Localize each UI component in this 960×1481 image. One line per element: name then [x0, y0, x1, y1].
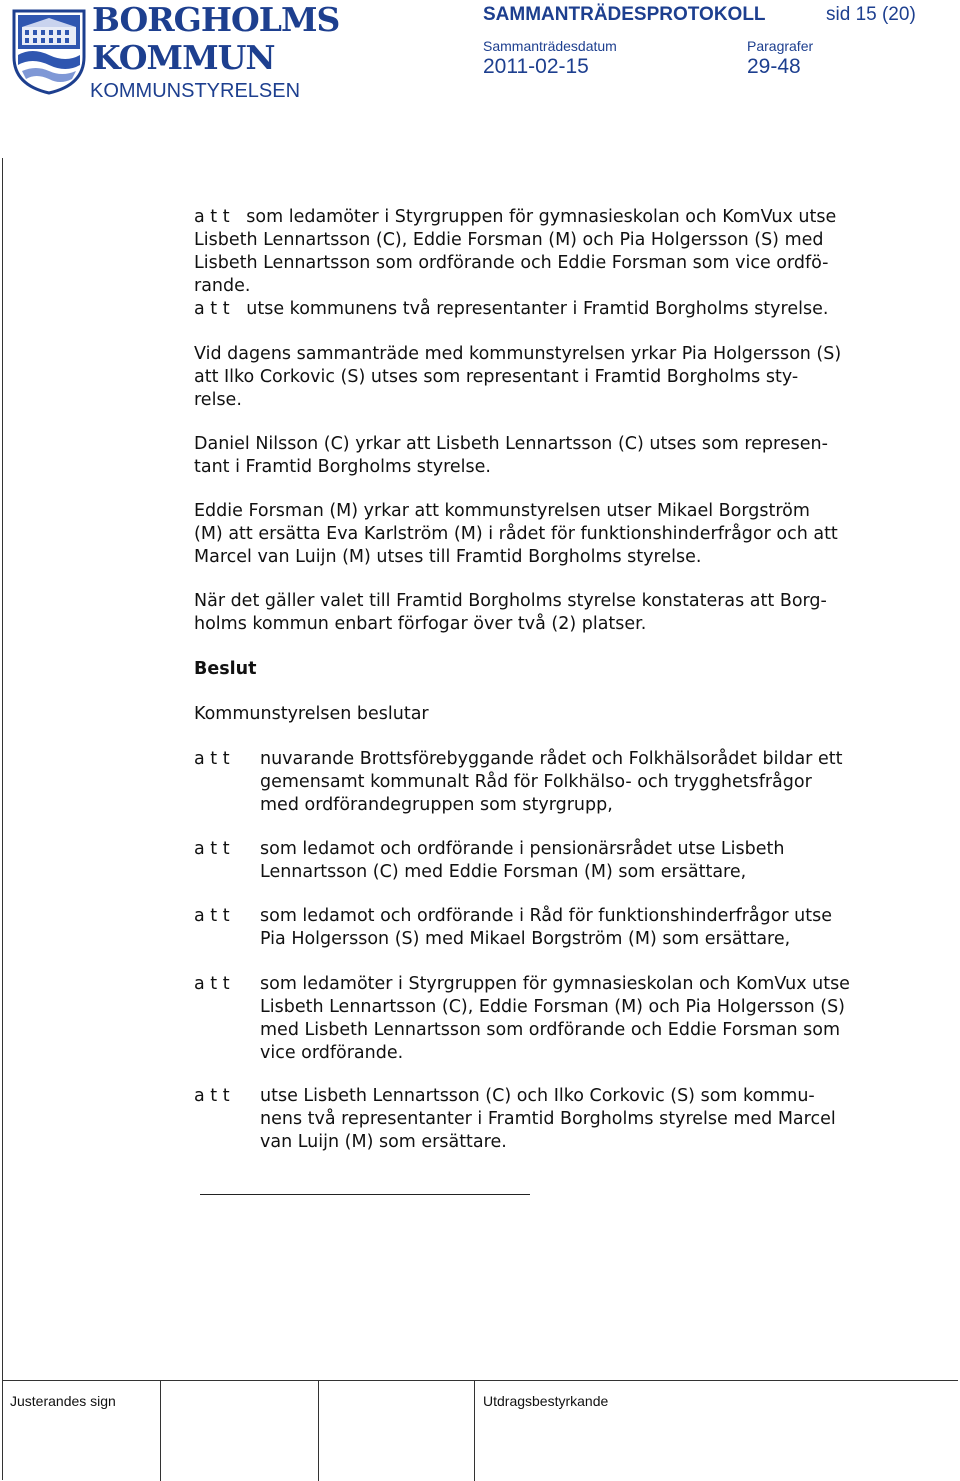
decision-item: [194, 1085, 904, 1154]
text-line: Pia Holgersson (S) med Mikael Borgström (M) som ersättare,: [260, 929, 791, 949]
att-text-line: Lisbeth Lennartsson som ordförande och Eddie Forsman som vice ordfö-: [194, 253, 829, 273]
text-line: gemensamt kommunalt Råd för Folkhälso- och trygghetsfrågor: [260, 772, 812, 792]
page-indicator: sid 15 (20): [826, 4, 916, 25]
text-line: tant i Framtid Borgholms styrelse.: [194, 457, 491, 477]
text-line: holms kommun enbart förfogar över två (2) platser.: [194, 614, 647, 634]
att-key: a t t: [194, 839, 230, 859]
att-text-line: Lisbeth Lennartsson (C), Eddie Forsman (M) och Pia Holgersson (S) med: [194, 230, 824, 250]
text-line: som ledamot och ordförande i pensionärsrådet utse Lisbeth: [260, 839, 785, 859]
text-line: som ledamöter i Styrgruppen för gymnasieskolan och KomVux utse: [260, 974, 850, 994]
text-line: utse Lisbeth Lennartsson (C) och Ilko Corkovic (S) som kommu-: [260, 1086, 815, 1106]
text-line: van Luijn (M) som ersättare.: [260, 1132, 507, 1152]
text-line: med Lisbeth Lennartsson som ordförande och Eddie Forsman som: [260, 1020, 841, 1040]
brand-name-line1: BORGHOLMS: [92, 0, 340, 39]
decision-item: [194, 973, 904, 1065]
footer-divider: [2, 1380, 958, 1381]
decision-heading: Beslut: [194, 659, 257, 679]
text-line: Daniel Nilsson (C) yrkar att Lisbeth Lennartsson (C) utses som represen-: [194, 434, 828, 454]
text-line: (M) att ersätta Eva Karlström (M) i rådet för funktionshinderfrågor och att: [194, 524, 838, 544]
meeting-date-value: 2011-02-15: [483, 55, 589, 78]
paragraph: [194, 343, 904, 412]
decision-lead: Kommunstyrelsen beslutar: [194, 704, 429, 724]
department-name: KOMMUNSTYRELSEN: [90, 80, 301, 102]
text-line: som ledamot och ordförande i Råd för funktionshinderfrågor utse: [260, 906, 833, 926]
signature-box-divider: [160, 1381, 161, 1481]
signature-box-divider: [318, 1381, 319, 1481]
decision-item: [194, 838, 904, 884]
text-line: att Ilko Corkovic (S) utses som representant i Framtid Borgholms sty-: [194, 367, 799, 387]
text-line: vice ordförande.: [260, 1043, 404, 1063]
text-line: Marcel van Luijn (M) utses till Framtid Borgholms styrelse.: [194, 547, 702, 567]
text-line: relse.: [194, 390, 242, 410]
text-line: Lisbeth Lennartsson (C), Eddie Forsman (M) och Pia Holgersson (S): [260, 997, 846, 1017]
text-line: Vid dagens sammanträde med kommunstyrelsen yrkar Pia Holgersson (S): [194, 344, 842, 364]
intro-att-block: [194, 206, 904, 321]
decision-item: [194, 905, 904, 951]
protocol-title: SAMMANTRÄDESPROTOKOLL: [483, 4, 766, 25]
meeting-date-label: Sammanträdesdatum: [483, 38, 617, 54]
att-text-line: som ledamöter i Styrgruppen för gymnasieskolan och KomVux utse: [246, 207, 837, 227]
text-line: med ordförandegruppen som styrgrupp,: [260, 795, 613, 815]
att-key: a t t: [194, 906, 230, 926]
text-line: När det gäller valet till Framtid Borgholms styrelse konstateras att Borg-: [194, 591, 827, 611]
paragraphs-value: 29-48: [747, 55, 801, 78]
justification-sign-label: Justerandes sign: [10, 1393, 116, 1409]
section-end-rule: [200, 1194, 530, 1195]
signature-box-divider: [474, 1381, 475, 1481]
text-line: Eddie Forsman (M) yrkar att kommunstyrelsen utser Mikael Borgström: [194, 501, 810, 521]
brand-name-line2: KOMMUN: [92, 38, 275, 77]
municipality-logo: [10, 5, 88, 95]
att-text-line: rande.: [194, 276, 251, 296]
decision-item: [194, 748, 904, 817]
att-key: a t t: [194, 749, 230, 769]
att-key: a t t: [194, 1086, 230, 1106]
text-line: nuvarande Brottsförebyggande rådet och Folkhälsorådet bildar ett: [260, 749, 843, 769]
paragraph: [194, 590, 904, 636]
att-key: a t t: [194, 299, 230, 319]
att-text-line: utse kommunens två representanter i Framtid Borgholms styrelse.: [246, 299, 829, 319]
att-key: a t t: [194, 974, 230, 994]
att-key: a t t: [194, 207, 230, 227]
text-line: Lennartsson (C) med Eddie Forsman (M) som ersättare,: [260, 862, 747, 882]
text-line: nens två representanter i Framtid Borgholms styrelse med Marcel: [260, 1109, 836, 1129]
paragraph: [194, 433, 904, 479]
paragraph: [194, 500, 904, 569]
page-frame-left: [2, 158, 3, 1480]
extract-certification-label: Utdragsbestyrkande: [483, 1393, 609, 1409]
paragraphs-label: Paragrafer: [747, 38, 814, 54]
